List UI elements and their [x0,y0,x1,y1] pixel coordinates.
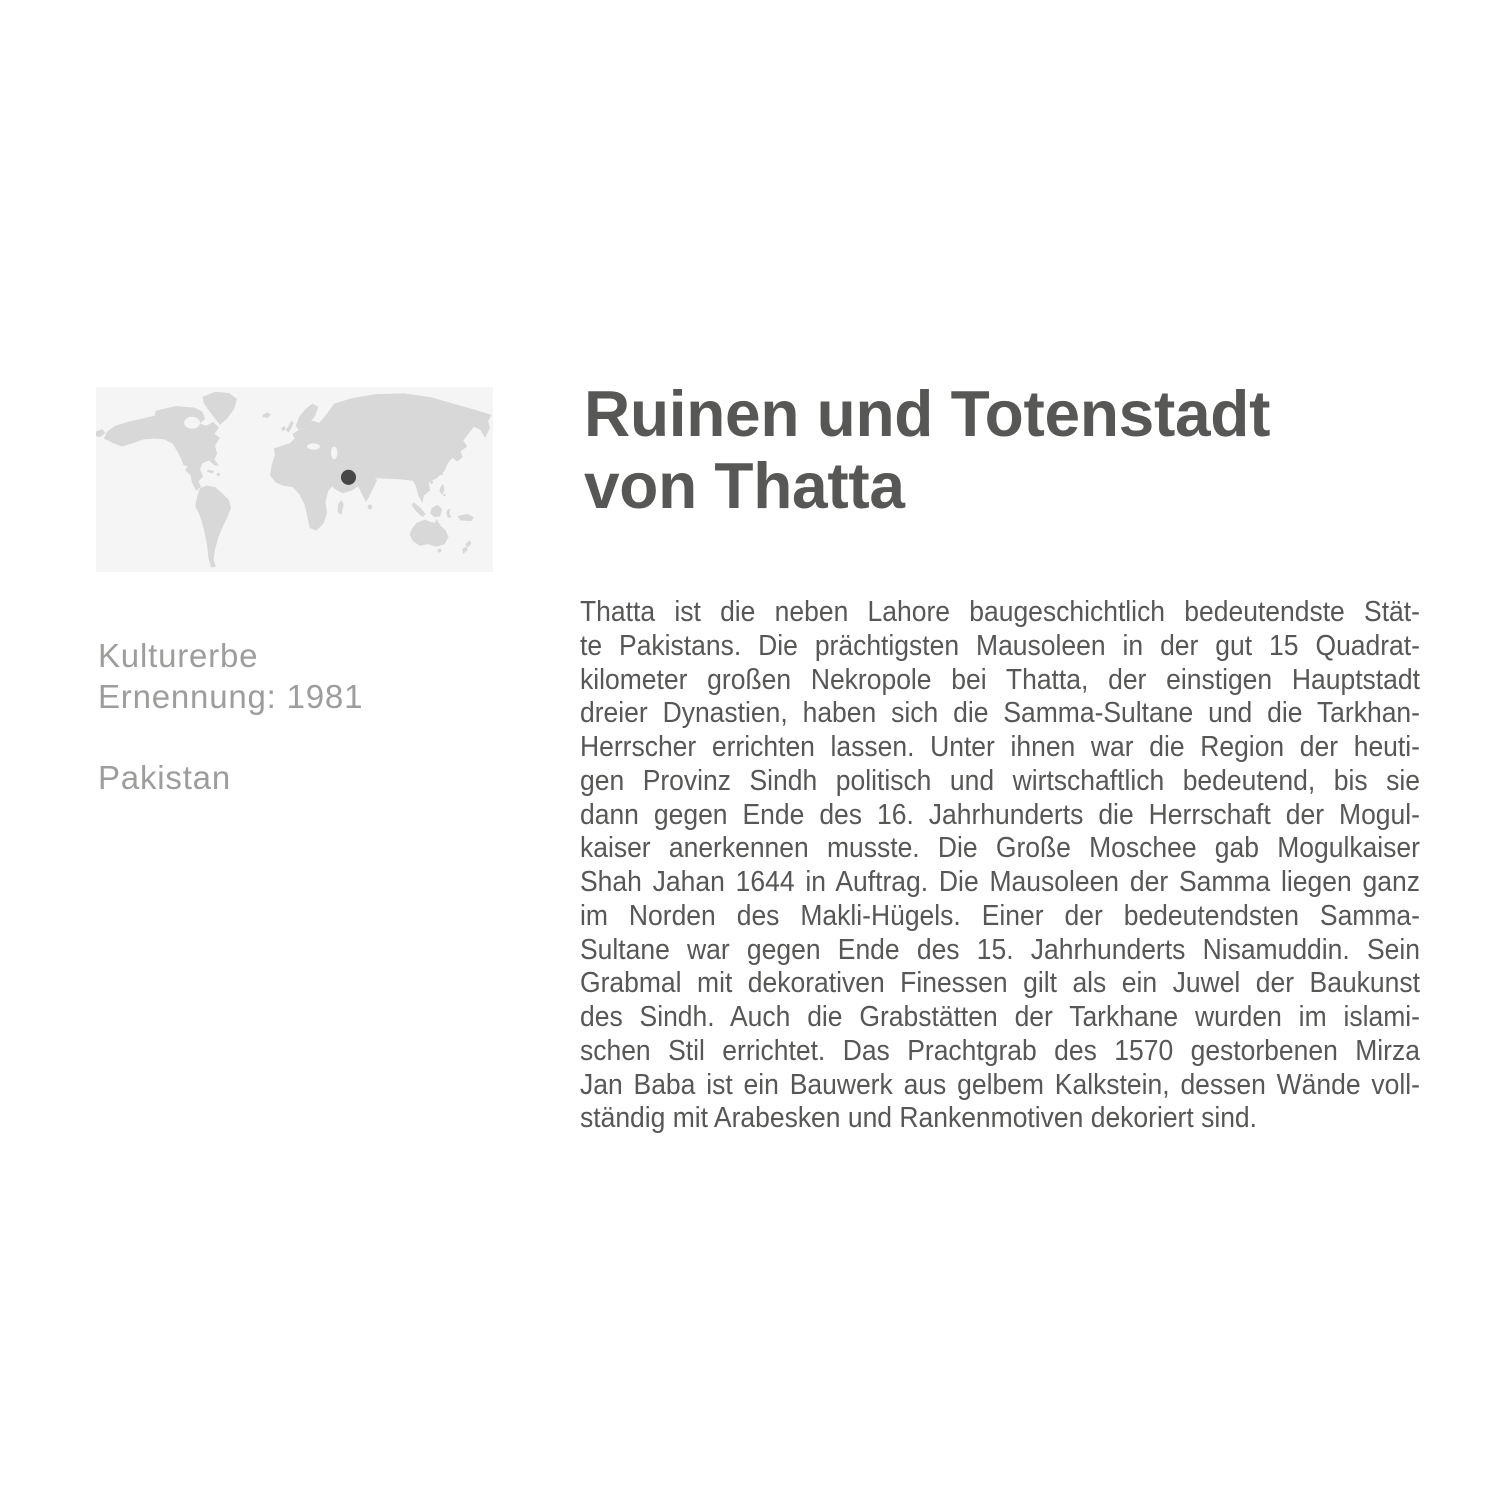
landmass-mindanao [443,494,445,496]
black-sea-cutout [307,443,320,449]
body-text-line: te Pakistans. Die prächtigsten Mausoleen in der gut 15 Quadrat- [580,629,1420,662]
body-text-line: Shah Jahan 1644 in Auftrag. Die Mausoleen der Samma liegen ganz [580,866,1420,898]
body-text-line: im Norden des Makli-Hügels. Einer der bedeutendsten Samma- [580,899,1420,932]
landmass-hokkaido [456,429,461,434]
designation-year-label: Ernennung: 1981 [98,678,364,715]
landmass-tasmania [437,549,441,553]
caspian-sea-cutout [331,447,337,460]
body-text-line: dreier Dynastien, haben sich die Samma-Sultane und die Tarkhan- [580,697,1420,730]
heritage-category-label: Kulturerbe [98,637,259,674]
country-label: Pakistan [98,759,231,796]
landmass-taiwan [440,472,443,475]
body-text-line: schen Stil errichtet. Das Prachtgrab des 1570 gestorbenen Mirza [580,1034,1420,1067]
body-text-line: kaiser anerkennen musste. Die Große Moschee gab Mogulkaiser [580,832,1420,865]
world-map-locator [96,387,493,572]
body-text-line: des Sindh. Auch die Grabstätten der Tarkhane wurden im islami- [580,1001,1420,1033]
body-text-line: Grabmal mit dekorativen Finessen gilt als ein Juwel der Baukunst [580,967,1420,1000]
location-marker [341,470,356,485]
body-text-line: Thatta ist die neben Lahore baugeschichtlich bedeutendste Stät- [580,596,1420,628]
body-text-line: Jan Baba ist ein Bauwerk aus gelbem Kalkstein, dessen Wände voll- [580,1068,1420,1101]
article-body [580,596,1420,1136]
hudson-bay-cutout [184,417,200,429]
page-title [584,378,1451,522]
landmass-hispaniola [217,473,220,476]
world-map-svg [96,387,493,572]
landmass-hainan [430,481,433,484]
body-text-line: Sultane war gegen Ende des 15. Jahrhunderts Nisamuddin. Sein [580,933,1420,966]
landmass-sri-lanka [368,505,373,510]
body-text-line: gen Provinz Sindh politisch und wirtschaftlich bedeutend, bis sie [580,764,1420,797]
meta-column [98,635,478,798]
body-text-line: dann gegen Ende des 16. Jahrhunderts die Herrschaft der Mogul- [580,798,1420,831]
page-title-line-1: Ruinen und Totenstadt [584,377,1271,450]
page-title-line-2: von Thatta [584,449,905,522]
body-text-line: kilometer großen Nekropole bei Thatta, der einstigen Hauptstadt [580,663,1420,696]
body-text-line: ständig mit Arabesken und Rankenmotiven dekoriert sind. [580,1102,1258,1135]
body-text-line: Herrscher errichten lassen. Unter ihnen war die Region der heuti- [580,731,1420,763]
